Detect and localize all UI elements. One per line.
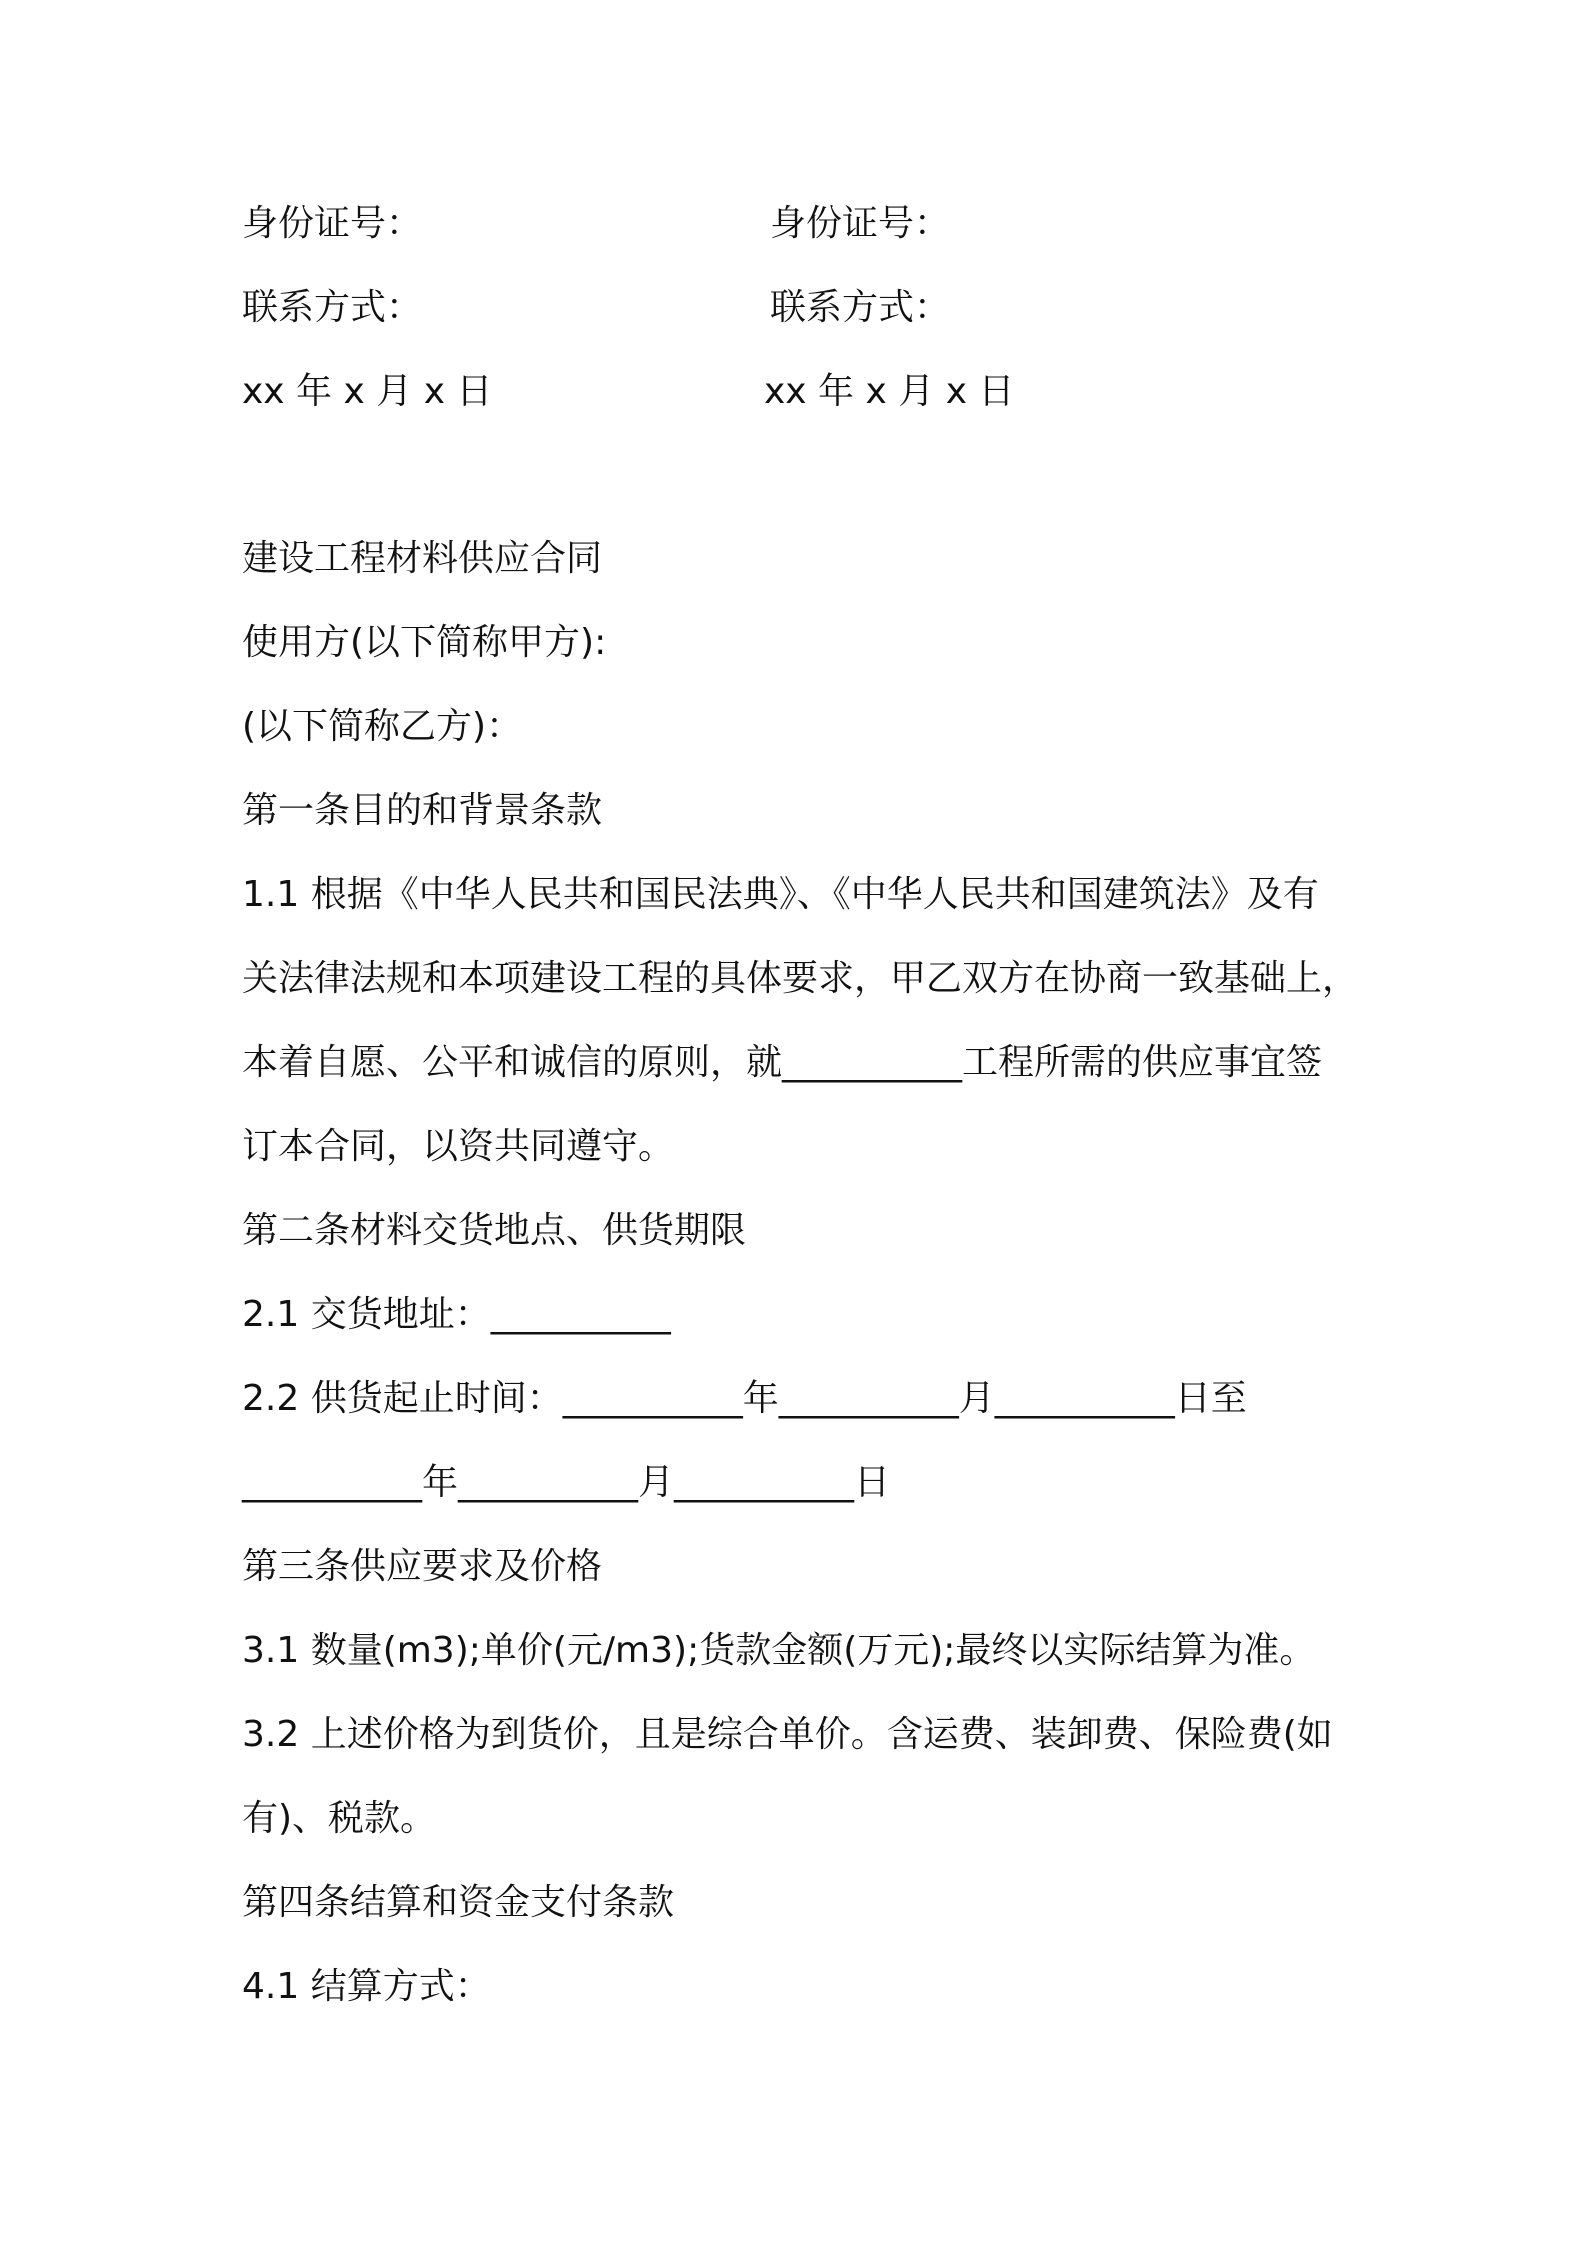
clause-3-1: 3.1 数量(m3);单价(元/m3);货款金额(万元);最终以实际结算为准。 bbox=[242, 1630, 1316, 1671]
article-4-heading: 第四条结算和资金支付条款 bbox=[242, 1882, 675, 1923]
signature-row-date bbox=[242, 368, 1342, 452]
party-b-line: (以下简称乙方)： bbox=[242, 706, 523, 747]
clause-1-1-line-2: 关法律法规和本项建设工程的具体要求，甲乙双方在协商一致基础上， bbox=[242, 958, 1359, 999]
clause-2-1: 2.1 交货地址：__________ bbox=[242, 1294, 671, 1335]
contract-body bbox=[242, 535, 1382, 2047]
party-b-contact-label: 联系方式： bbox=[770, 287, 951, 328]
clause-4-1: 4.1 结算方式： bbox=[242, 1966, 491, 2007]
signature-row-contact bbox=[242, 284, 1342, 368]
clause-1-1-line-1: 1.1 根据《中华人民共和国民法典》、《中华人民共和国建筑法》及有 bbox=[242, 874, 1319, 915]
party-a-id-label: 身份证号： bbox=[242, 203, 423, 244]
party-b-id-label: 身份证号： bbox=[770, 203, 951, 244]
clause-3-2-line-2: 有)、税款。 bbox=[242, 1798, 437, 1839]
party-a-contact-label: 联系方式： bbox=[242, 287, 423, 328]
contract-title: 建设工程材料供应合同 bbox=[242, 538, 603, 579]
signature-block bbox=[242, 200, 1342, 452]
clause-1-1-line-3: 本着自愿、公平和诚信的原则，就__________工程所需的供应事宜签 bbox=[242, 1042, 1323, 1083]
party-b-date: xx 年 x 月 x 日 bbox=[764, 371, 1015, 412]
party-a-date: xx 年 x 月 x 日 bbox=[242, 371, 493, 412]
signature-row-id bbox=[242, 200, 1342, 284]
article-2-heading: 第二条材料交货地点、供货期限 bbox=[242, 1210, 747, 1251]
article-3-heading: 第三条供应要求及价格 bbox=[242, 1546, 603, 1587]
party-a-line: 使用方(以下简称甲方): bbox=[242, 622, 607, 663]
article-1-heading: 第一条目的和背景条款 bbox=[242, 790, 603, 831]
clause-2-2-line-1: 2.2 供货起止时间：__________年__________月__________日至 bbox=[242, 1378, 1247, 1419]
clause-2-2-line-2: __________年__________月__________日 bbox=[242, 1462, 890, 1503]
clause-1-1-line-4: 订本合同，以资共同遵守。 bbox=[242, 1126, 675, 1167]
clause-3-2-line-1: 3.2 上述价格为到货价，且是综合单价。含运费、装卸费、保险费(如 bbox=[242, 1714, 1333, 1755]
